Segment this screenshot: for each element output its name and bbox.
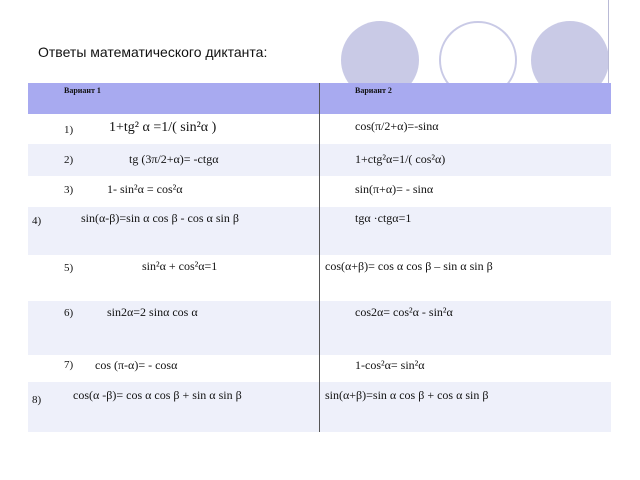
variant-2-answer: cos(α+β)= cos α cos β – sin α sin β xyxy=(325,259,493,273)
variant-1-answer: cos (π-α)= - cosα xyxy=(95,358,178,372)
row-number: 5) xyxy=(64,262,74,274)
row-number: 4) xyxy=(32,215,42,227)
variant-2-answer: cos(π/2+α)=-sinα xyxy=(355,119,439,133)
row-number: 8) xyxy=(32,394,42,406)
variant-1-answer: cos(α -β)= cos α cos β + sin α sin β xyxy=(73,388,242,402)
column-divider xyxy=(319,83,320,432)
row-number: 3) xyxy=(64,184,74,196)
answers-table xyxy=(28,83,611,432)
row-number: 7) xyxy=(64,359,74,371)
page-title: Ответы математического диктанта: xyxy=(38,44,268,60)
variant-2-answer: cos2α= cos²α - sin²α xyxy=(355,305,453,319)
variant-2-answer: 1-cos²α= sin²α xyxy=(355,358,425,372)
variant-2-answer: 1+ctg²α=1/( cos²α) xyxy=(355,152,446,166)
row-number: 2) xyxy=(64,154,74,166)
variant-1-answer: sin2α=2 sinα cos α xyxy=(107,305,198,319)
variant-2-answer: tgα ·ctgα=1 xyxy=(355,211,412,225)
variant-1-answer: sin²α + cos²α=1 xyxy=(142,259,218,273)
row-number: 6) xyxy=(64,307,74,319)
variant-2-answer: sin(π+α)= - sinα xyxy=(355,182,434,196)
header-variant-2: Вариант 2 xyxy=(355,86,392,95)
variant-1-answer: 1+tg² α =1/( sin²α ) xyxy=(109,120,217,135)
header-variant-1: Вариант 1 xyxy=(64,86,101,95)
variant-1-answer: 1- sin²α = cos²α xyxy=(107,182,183,196)
variant-1-answer: tg (3π/2+α)= -ctgα xyxy=(129,152,219,166)
variant-2-answer: sin(α+β)=sin α cos β + cos α sin β xyxy=(325,388,489,402)
row-number: 1) xyxy=(64,124,74,136)
variant-1-answer: sin(α-β)=sin α cos β - cos α sin β xyxy=(81,211,239,225)
